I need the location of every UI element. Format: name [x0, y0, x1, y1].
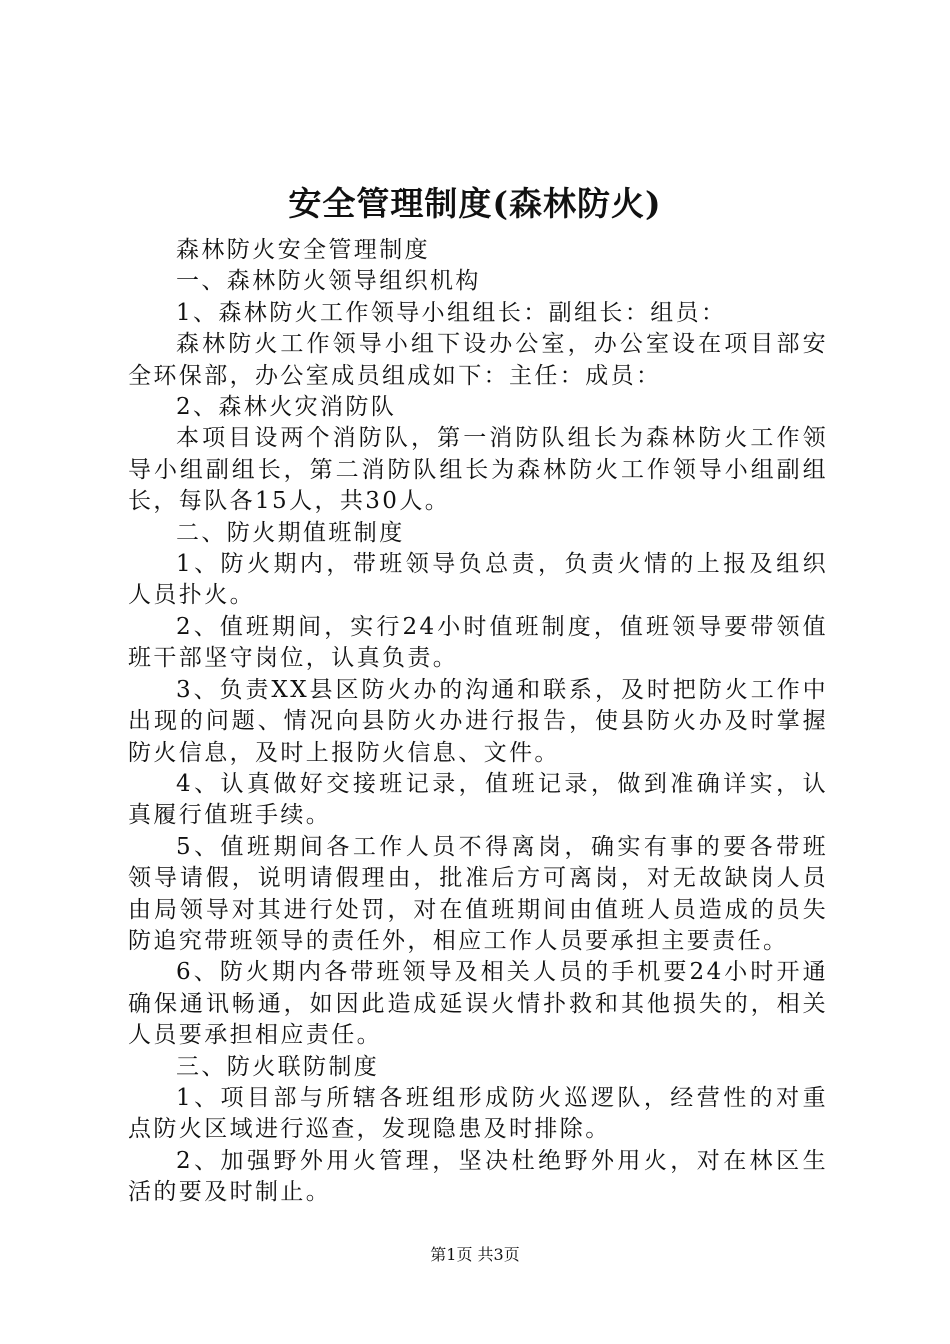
paragraph: 3、负责XX县区防火办的沟通和联系，及时把防火工作中出现的问题、情况向县防火办进行报告，使县防火办及时掌握防火信息，及时上报防火信息、文件。	[128, 676, 828, 766]
paragraph: 4、认真做好交接班记录，值班记录，做到准确详实，认真履行值班手续。	[128, 770, 828, 829]
paragraph: 2、加强野外用火管理，坚决杜绝野外用火，对在林区生活的要及时制止。	[128, 1147, 828, 1206]
paragraph: 本项目设两个消防队，第一消防队组长为森林防火工作领导小组副组长，第二消防队组长为森林防火工作领导小组副组长，每队各15人，共30人。	[128, 425, 828, 515]
paragraph: 1、防火期内，带班领导负总责，负责火情的上报及组织人员扑火。	[128, 551, 828, 609]
paragraph: 6、防火期内各带班领导及相关人员的手机要24小时开通确保通讯畅通，如因此造成延误火情扑救和其他损失的，相关人员要承担相应责任。	[128, 959, 828, 1049]
paragraph: 5、值班期间各工作人员不得离岗，确实有事的要各带班领导请假，说明请假理由，批准后方可离岗，对无故缺岗人员由局领导对其进行处罚，对在值班期间由值班人员造成的员失防追究带班领导的责任外，相应工作人员要承担主要责任。	[128, 833, 828, 954]
page-footer: 第1页 共3页	[430, 1245, 520, 1264]
paragraph: 森林防火工作领导小组下设办公室，办公室设在项目部安全环保部，办公室成员组成如下：主任：成员：	[128, 331, 828, 389]
paragraph: 1、森林防火工作领导小组组长：副组长：组员：	[176, 299, 727, 326]
paragraph: 2、值班期间，实行24小时值班制度，值班领导要带领值班干部坚守岗位，认真负责。	[128, 613, 828, 672]
paragraph: 2、森林火灾消防队	[176, 394, 397, 421]
section-heading: 一、森林防火领导组织机构	[176, 268, 481, 295]
paragraph: 1、项目部与所辖各班组形成防火巡逻队，经营性的对重点防火区域进行巡查，发现隐患及时排除。	[128, 1084, 828, 1143]
section-heading: 二、防火期值班制度	[176, 519, 405, 546]
document-body	[128, 235, 828, 1209]
document-title: 安全管理制度(森林防火)	[288, 184, 662, 223]
section-heading: 三、防火联防制度	[176, 1053, 380, 1080]
paragraph: 森林防火安全管理制度	[176, 237, 430, 263]
